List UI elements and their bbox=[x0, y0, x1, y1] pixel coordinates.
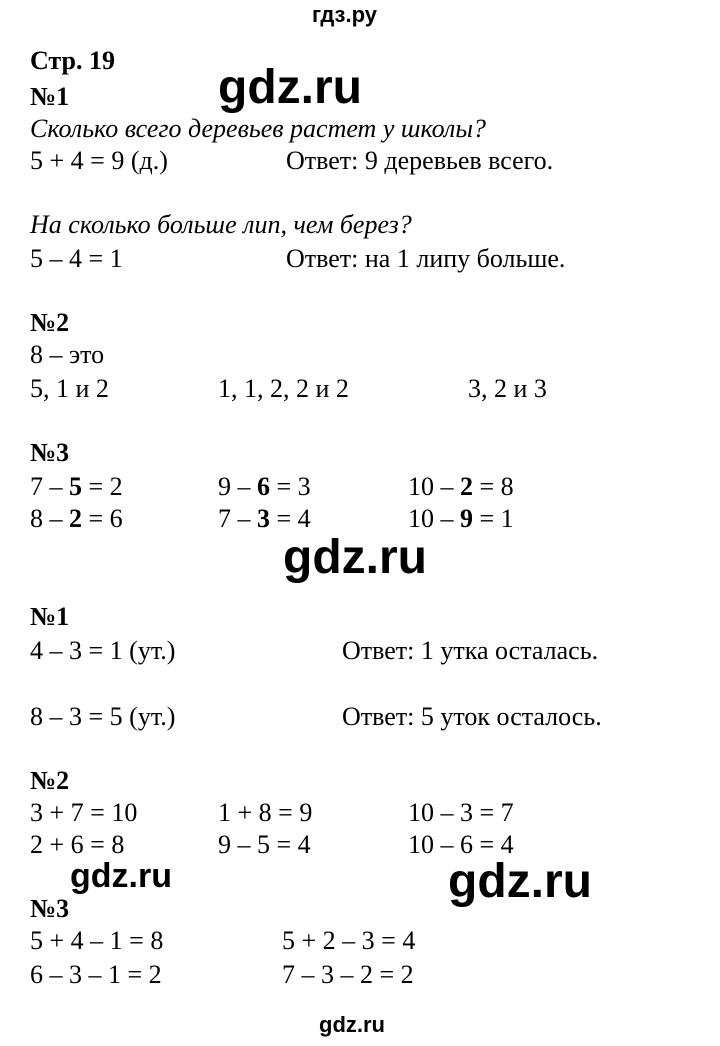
answer-text: Ответ: 1 утка осталась. bbox=[342, 636, 599, 665]
equation: 9 – 6 = 3 bbox=[218, 472, 311, 501]
watermark: gdz.ru bbox=[283, 531, 427, 584]
equation: 5 + 4 – 1 = 8 bbox=[30, 926, 164, 955]
task-number: №1 bbox=[30, 82, 70, 111]
equation: 3 + 7 = 10 bbox=[30, 798, 138, 827]
answer-option: 1, 1, 2, 2 и 2 bbox=[218, 374, 349, 403]
equation: 7 – 3 = 4 bbox=[218, 504, 311, 533]
equation: 2 + 6 = 8 bbox=[30, 830, 125, 859]
equation: 6 – 3 – 1 = 2 bbox=[30, 960, 162, 989]
footer-site-label: gdz.ru bbox=[319, 1012, 385, 1037]
answer-text: Ответ: на 1 липу больше. bbox=[286, 244, 566, 273]
page-label: Стр. 19 bbox=[30, 46, 115, 75]
task-number: №3 bbox=[30, 894, 70, 923]
task-number: №2 bbox=[30, 766, 70, 795]
question-text: Сколько всего деревьев растет у школы? bbox=[30, 114, 486, 143]
task-number: №2 bbox=[30, 308, 70, 337]
equation: 10 – 6 = 4 bbox=[408, 830, 514, 859]
equation: 10 – 2 = 8 bbox=[408, 472, 514, 501]
equation: 1 + 8 = 9 bbox=[218, 798, 313, 827]
equation: 9 – 5 = 4 bbox=[218, 830, 311, 859]
answer-text: Ответ: 5 уток осталось. bbox=[342, 702, 602, 731]
header-site-label: гдз.ру bbox=[312, 2, 377, 27]
equation: 5 – 4 = 1 bbox=[30, 244, 123, 273]
task-number: №1 bbox=[30, 602, 70, 631]
equation: 7 – 3 – 2 = 2 bbox=[282, 960, 414, 989]
answer-option: 5, 1 и 2 bbox=[30, 374, 109, 403]
watermark: gdz.ru bbox=[70, 857, 172, 895]
equation: 5 + 4 = 9 (д.) bbox=[30, 146, 168, 175]
equation: 10 – 9 = 1 bbox=[408, 504, 514, 533]
watermark: gdz.ru bbox=[218, 61, 362, 114]
task-intro: 8 – это bbox=[30, 340, 105, 369]
equation: 8 – 3 = 5 (ут.) bbox=[30, 702, 176, 731]
equation: 4 – 3 = 1 (ут.) bbox=[30, 636, 176, 665]
answer-option: 3, 2 и 3 bbox=[468, 374, 547, 403]
equation: 7 – 5 = 2 bbox=[30, 472, 123, 501]
equation: 10 – 3 = 7 bbox=[408, 798, 514, 827]
answer-text: Ответ: 9 деревьев всего. bbox=[286, 146, 554, 175]
equation: 8 – 2 = 6 bbox=[30, 504, 123, 533]
equation: 5 + 2 – 3 = 4 bbox=[282, 926, 416, 955]
watermark: gdz.ru bbox=[448, 855, 592, 908]
question-text: На сколько больше лип, чем берез? bbox=[30, 210, 412, 239]
task-number: №3 bbox=[30, 438, 70, 467]
